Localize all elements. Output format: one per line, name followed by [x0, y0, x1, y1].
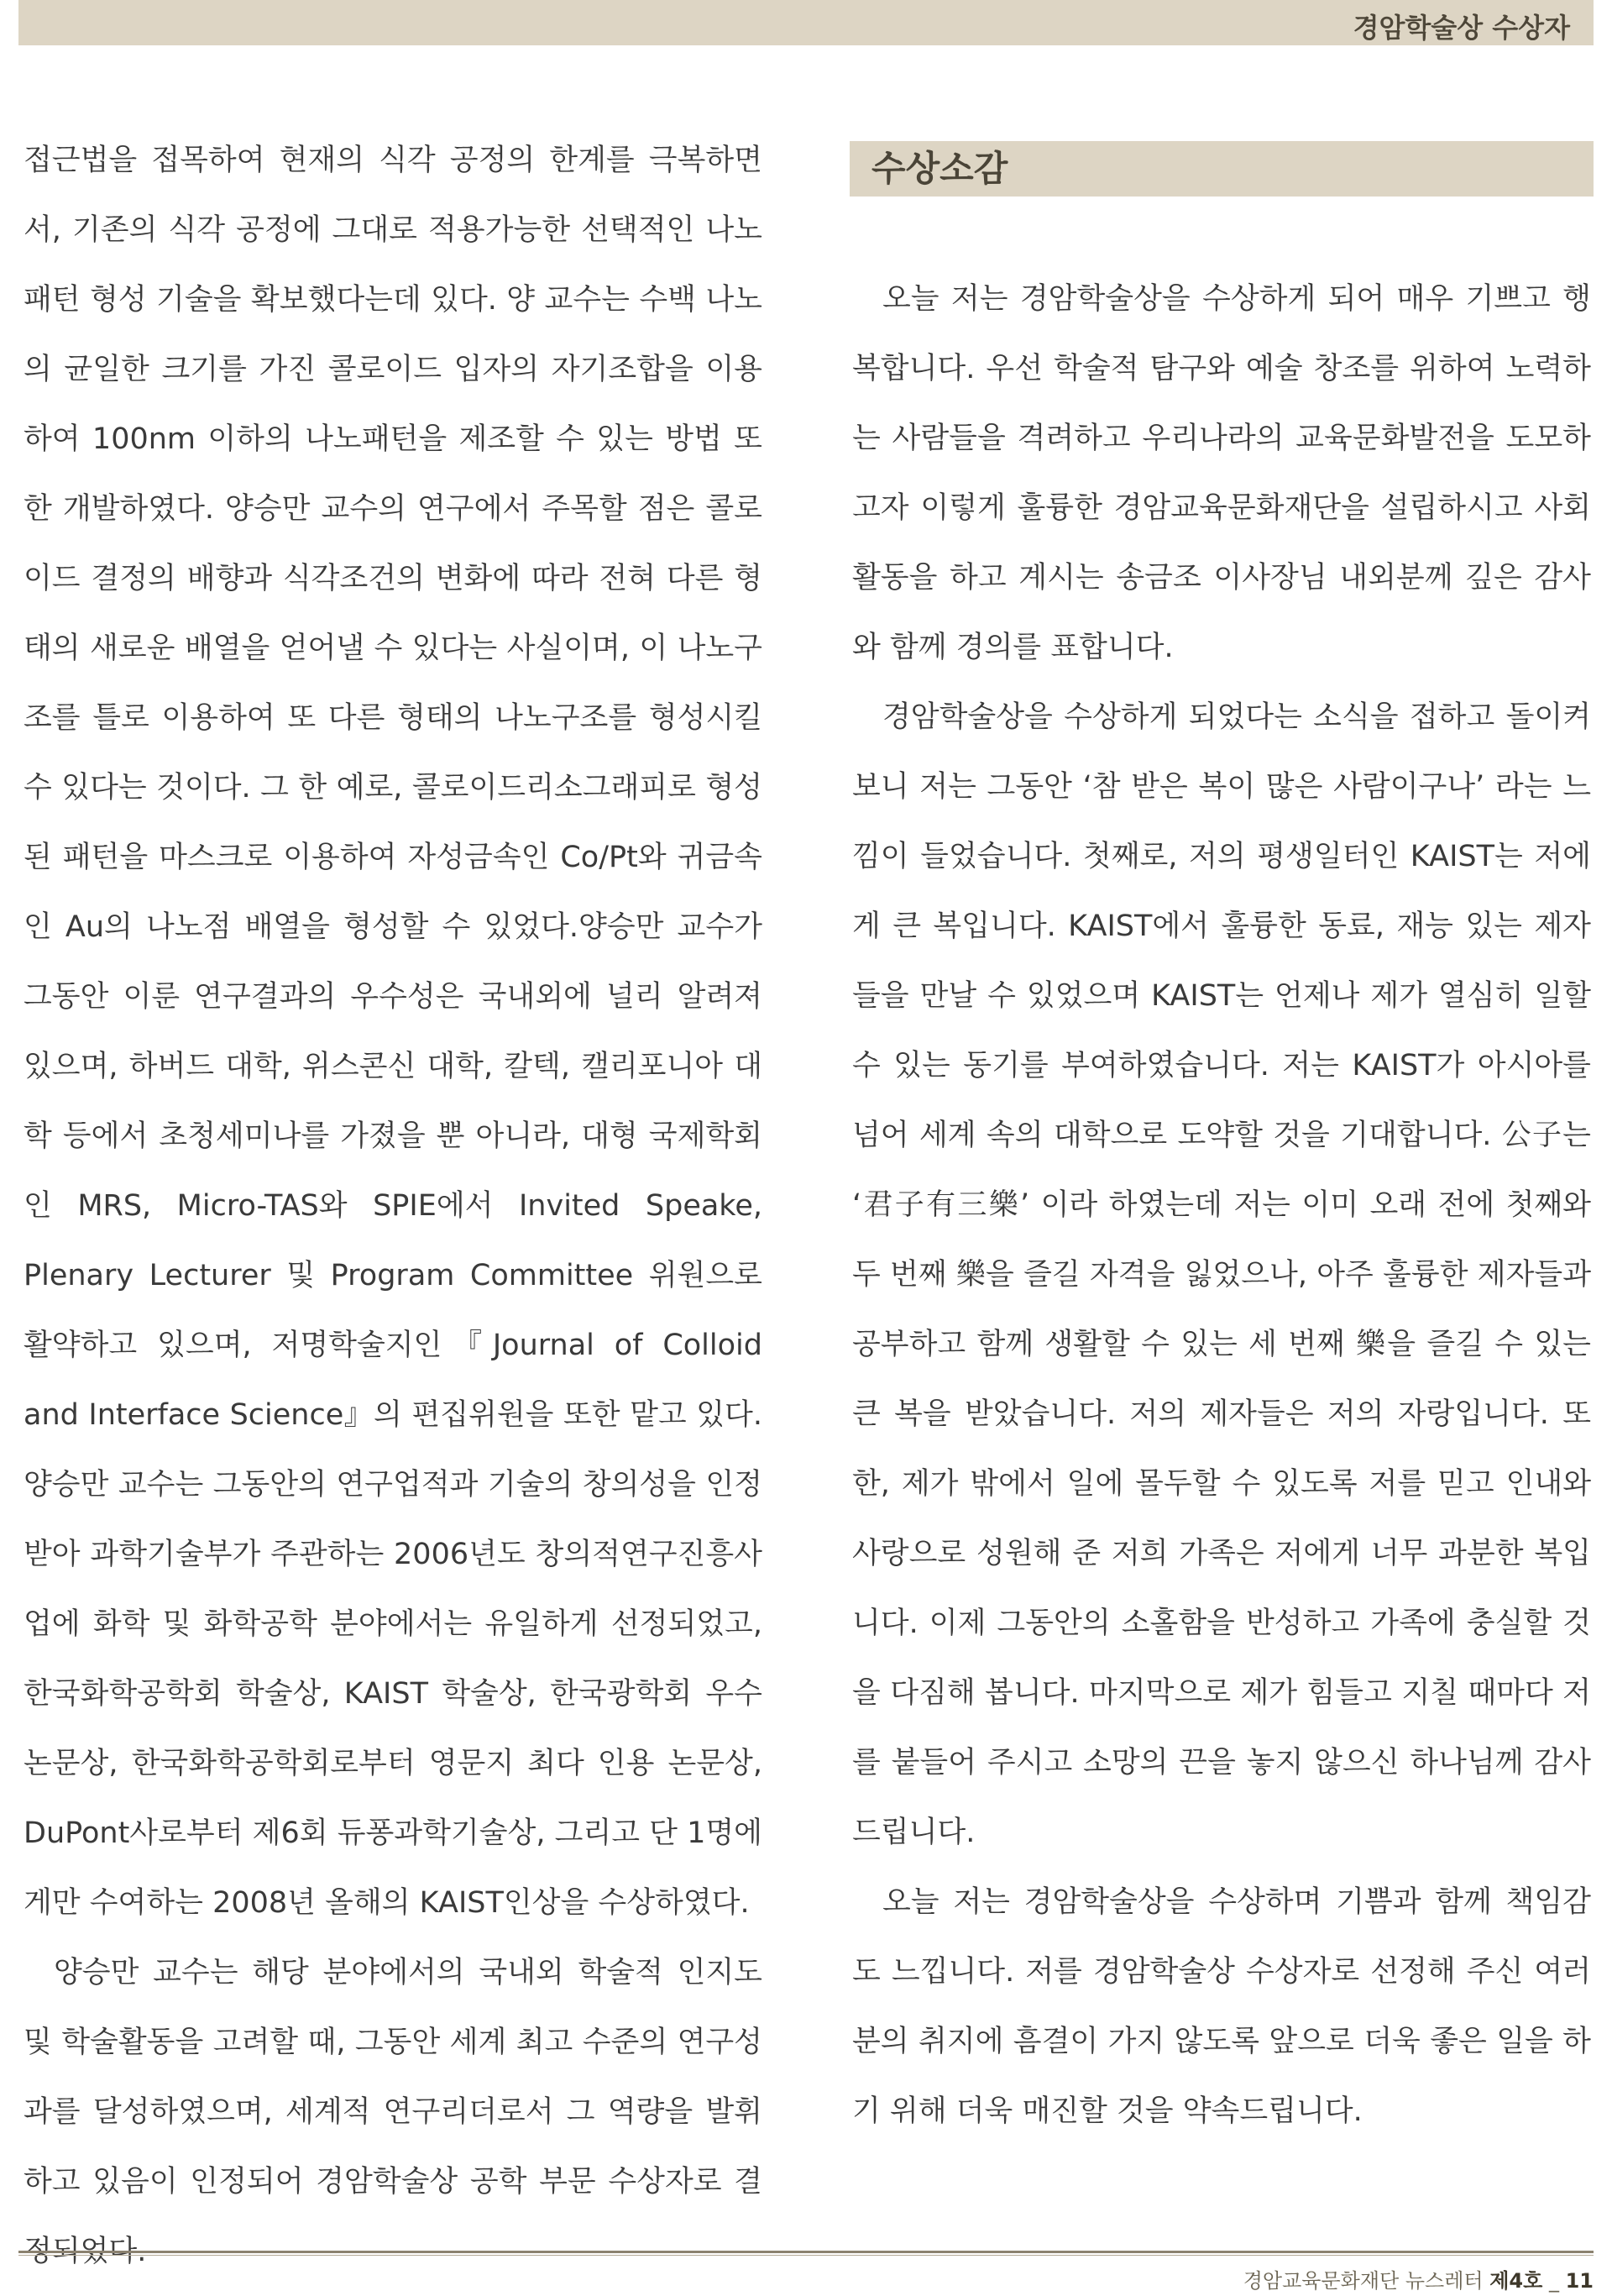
section-header: 경암학술상 수상자 [1353, 12, 1570, 44]
left-paragraph-2: 양승만 교수는 해당 분야에서의 국내외 학술적 인지도 및 학술활동을 고려할 때, 그동안 세계 최고 수준의 연구성과를 달성하였으며, 세계적 연구리더로서 그 역량을 발휘하고 있음이 인정되어 경암학술상 공학 부문 수상자로 결정되었다. [24, 1956, 762, 2268]
section-title: 수상소감 [871, 148, 1008, 189]
page-footer [1243, 2264, 1594, 2293]
left-paragraph-1: 접근법을 접목하여 현재의 식각 공정의 한계를 극복하면서, 기존의 식각 공정에 그대로 적용가능한 선택적인 나노패턴 형성 기술을 확보했다는데 있다. 양 교수는 수백 나노의 균일한 크기를 가진 콜로이드 입자의 자기조합을 이용하여 100nm 이하의 나노패턴을 제조할 수 있는 방법 또한 개발하였다. 양승만 교수의 연구에서 주목할 점은 콜로이드 결정의 배향과 식각조건의 변화에 따라 전혀 다른 형태의 새로운 배열을 얻어낼 수 있다는 사실이며, 이 나노구조를 틀로 이용하여 또 다른 형태의 나노구조를 형성시킬 수 있다는 것이다. 그 한 예로, 콜로이드리소그래피로 형성된 패턴을 마스크로 이용하여 자성금속인 Co/Pt와 귀금속인 Au의 나노점 배열을 형성할 수 있었다.양승만 교수가 그동안 이룬 연구결과의 우수성은 국내외에 널리 알려져 있으며, 하버드 대학, 위스콘신 대학, 칼텍, 캘리포니아 대학 등에서 초청세미나를 가졌을 뿐 아니라, 대형 국제학회인 MRS, Micro-TAS와 SPIE에서 Invited Speake, Plenary Lecturer 및 Program Committee 위원으로 활약하고 있으며, 저명학술지인『Journal of Colloid and Interface Science』의 편집위원을 또한 맡고 있다. 양승만 교수는 그동안의 연구업적과 기술의 창의성을 인정받아 과학기술부가 주관하는 2006년도 창의적연구진흥사업에 화학 및 화학공학 분야에서는 유일하게 선정되었고, 한국화학공학회 학술상, KAIST 학술상, 한국광학회 우수논문상, 한국화학공학회로부터 영문지 최다 인용 논문상, DuPont사로부터 제6회 듀퐁과학기술상, 그리고 단 1명에게만 수여하는 2008년 올해의 KAIST인상을 수상하였다. [24, 144, 762, 1920]
footer-separator: _ [1548, 2269, 1559, 2293]
right-paragraph-2: 경암학술상을 수상하게 되었다는 소식을 접하고 돌이켜 보니 저는 그동안 ‘참 받은 복이 많은 사람이구나’ 라는 느낌이 들었습니다. 첫째로, 저의 평생일터인 KAIST는 저에게 큰 복입니다. KAIST에서 훌륭한 동료, 재능 있는 제자들을 만날 수 있었으며 KAIST는 언제나 제가 열심히 일할 수 있는 동기를 부여하였습니다. 저는 KAIST가 아시아를 넘어 세계 속의 대학으로 도약할 것을 기대합니다. 公子는 ‘君子有三樂’ 이라 하였는데 저는 이미 오래 전에 첫째와 두 번째 樂을 즐길 자격을 잃었으나, 아주 훌륭한 제자들과 공부하고 함께 생활할 수 있는 세 번째 樂을 즐길 수 있는 큰 복을 받았습니다. 저의 제자들은 저의 자랑입니다. 또한, 제가 밖에서 일에 몰두할 수 있도록 저를 믿고 인내와 사랑으로 성원해 준 저희 가족은 저에게 너무 과분한 복입니다. 이제 그동안의 소홀함을 반성하고 가족에 충실할 것을 다짐해 봅니다. 마지막으로 제가 힘들고 지칠 때마다 저를 붙들어 주시고 소망의 끈을 놓지 않으신 하나님께 감사드립니다. [852, 700, 1591, 1849]
right-paragraph-1: 오늘 저는 경암학술상을 수상하게 되어 매우 기쁘고 행복합니다. 우선 학술적 탐구와 예술 창조를 위하여 노력하는 사람들을 격려하고 우리나라의 교육문화발전을 도모하고자 이렇게 훌륭한 경암교육문화재단을 설립하시고 사회활동을 하고 계시는 송금조 이사장님 내외분께 깊은 감사와 함께 경의를 표합니다. [852, 282, 1591, 664]
footer-publisher: 경암교육문화재단 뉴스레터 [1243, 2269, 1484, 2293]
right-paragraph-3: 오늘 저는 경암학술상을 수상하며 기쁨과 함께 책임감도 느낍니다. 저를 경암학술상 수상자로 선정해 주신 여러분의 취지에 흠결이 가지 않도록 앞으로 더욱 좋은 일을 하기 위해 더욱 매진할 것을 약속드립니다. [852, 1885, 1591, 2128]
footer-issue: 제4호 [1489, 2269, 1543, 2293]
page-number: 11 [1565, 2269, 1594, 2293]
footer-rule [18, 2251, 1594, 2253]
left-column [24, 126, 762, 2287]
footer-rule-thin [18, 2255, 1594, 2256]
right-column [852, 265, 1591, 2147]
